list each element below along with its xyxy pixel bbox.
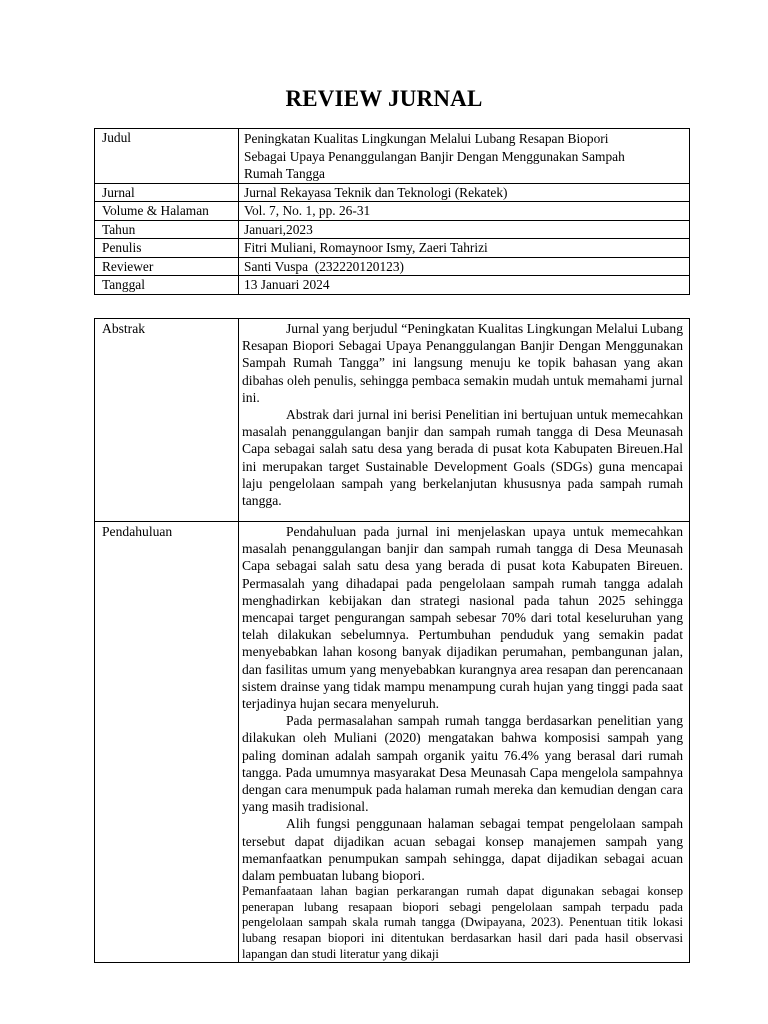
value-penulis: Fitri Muliani, Romaynoor Ismy, Zaeri Tahrizi [239,239,690,258]
table-row [95,276,690,295]
abstrak-paragraph: Jurnal yang berjudul “Peningkatan Kualitas Lingkungan Melalui Lubang Resapan Biopori Sebagai Upaya Penanggulangan Banjir Dengan Menggunakan Sampah Rumah Tangga” ini langsung menuju ke topik bahasan yang akan dibahas oleh penulis, sehingga pembaca semakin mudah untuk memahami jurnal ini. [242,321,683,405]
label-jurnal: Jurnal [95,183,239,202]
value-volume: Vol. 7, No. 1, pp. 26-31 [239,202,690,221]
table-row [95,202,690,221]
abstrak-paragraph: Abstrak dari jurnal ini berisi Penelitian ini bertujuan untuk memecahkan masalah penanggulangan banjir dan sampah rumah tangga di Desa Meunasah Capa sebagai salah satu desa yang berada di pusat kota Kabupaten Bireuen.Hal ini merupakan target Sustainable Development Goals (SDGs) guna mencapai laju pengelolaan sampah yang berkelanjutan khususnya pada sampah rumah tangga. [242,407,683,509]
value-judul: Peningkatan Kualitas Lingkungan Melalui Lubang Resapan Biopori Sebagai Upaya Penanggulangan Banjir Dengan Menggunakan Sampah Rumah Tangga [239,129,690,184]
abstrak-text [239,319,690,522]
pendahuluan-text [239,522,690,963]
page-title: REVIEW JURNAL [285,86,483,111]
review-content-table [94,318,690,963]
pendahuluan-paragraph: Pendahuluan pada jurnal ini menjelaskan upaya untuk memecahkan masalah penanggulangan banjir dan sampah rumah tangga di Desa Meunasah Capa sebagai salah satu desa yang berada di pusat kota Kabupaten Bireuen. Permasalah yang dihadapai pada pengelolaan sampah rumah tangga adalah menghadirkan kebijakan dan strategi nasional pada tahun 2025 sehingga mencapai target pengurangan sampah sebesar 70% dari total keseluruhan yang telah dilakukan sebelumnya. Pertumbuhan penduduk yang semakin padat menyebabkan lahan kosong banyak dijadikan perumahan, pembangunan jalan, dan fasilitas umum yang menyebabkan kurangnya area resapan dan perencanaan sistem drainse yang tidak mampu menampung curah hujan yang tinggi pada saat terjadinya hujan secara menyeluruh. [242,524,683,712]
table-row [95,522,690,963]
pendahuluan-paragraph: Pada permasalahan sampah rumah tangga berdasarkan penelitian yang dilakukan oleh Muliani (2020) mengatakan bahwa komposisi sampah yang paling dominan adalah sampah organik yaitu 76.4% yang berasal dari rumah tangga. Pada umumnya masyarakat Desa Meunasah Capa mengelola sampahnya dengan cara menumpuk pada halaman rumah mereka dan kemudian dengan cara yang masih tradisional. [242,713,683,815]
label-penulis: Penulis [95,239,239,258]
value-reviewer: Santi Vuspa (232220120123) [239,257,690,276]
table-row [95,183,690,202]
value-jurnal: Jurnal Rekayasa Teknik dan Teknologi (Rekatek) [239,183,690,202]
label-volume: Volume & Halaman [95,202,239,221]
label-tahun: Tahun [95,220,239,239]
value-tahun: Januari,2023 [239,220,690,239]
pendahuluan-paragraph: Pemanfaataan lahan bagian perkarangan rumah dapat digunakan sebagai konsep penerapan lubang resapaan biopori sebagi pengelolaan sampah terpadu pada pengelolaan sampah skala rumah tangga (Dwipayana, 2023). Penentuan titik lokasi lubang resapan biopori ini ditentukan berdasarkan hasil dari pada hasil observasi lapangan dan studi literatur yang dikaji [242,884,683,961]
table-row [95,220,690,239]
pendahuluan-paragraph: Alih fungsi penggunaan halaman sebagai tempat pengelolaan sampah tersebut dapat dijadikan acuan sebagai konsep manajemen sampah yang memanfaatkan penumpukan sampah sehingga, dapat dijadikan sebagai acuan dalam pembuatan lubang biopori. [242,816,683,884]
table-row [95,239,690,258]
table-row [95,319,690,522]
label-abstrak: Abstrak [95,319,239,522]
journal-info-table [94,128,690,295]
label-reviewer: Reviewer [95,257,239,276]
label-tanggal: Tanggal [95,276,239,295]
table-row [95,257,690,276]
label-pendahuluan: Pendahuluan [95,522,239,963]
value-tanggal: 13 Januari 2024 [239,276,690,295]
table-row [95,129,690,184]
label-judul: Judul [95,129,239,184]
